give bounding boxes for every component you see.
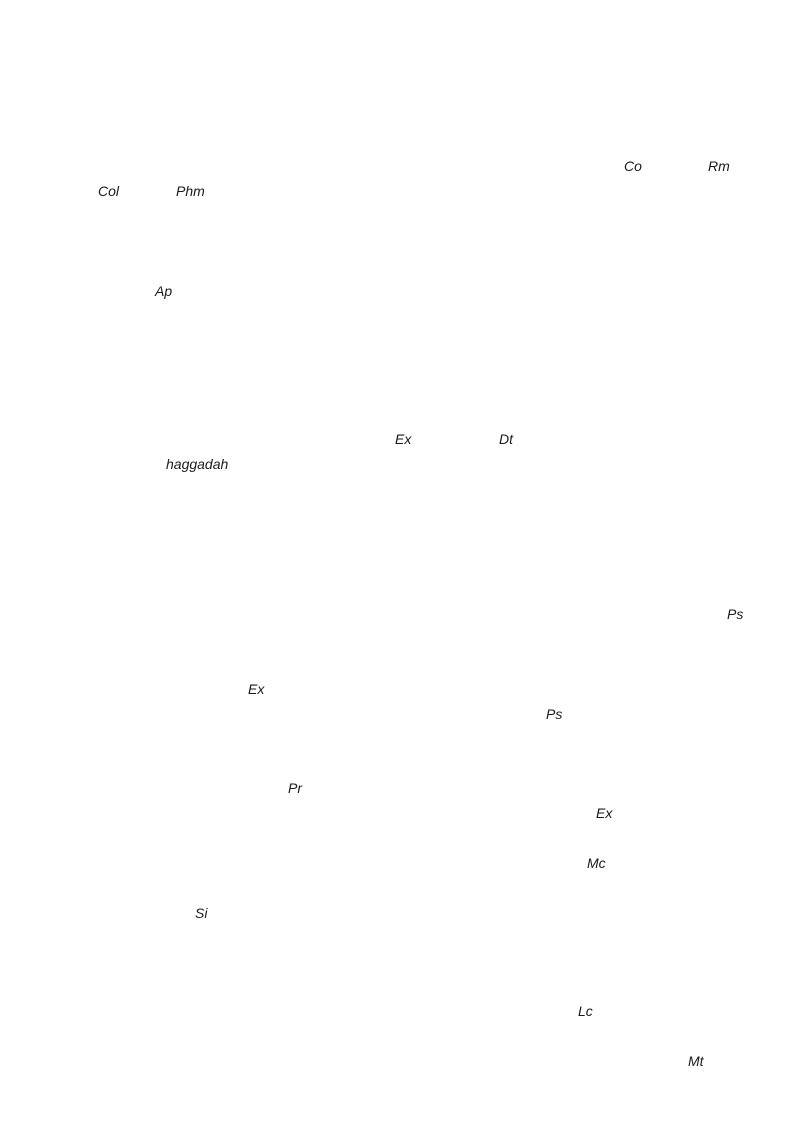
abbreviation-mc: Mc bbox=[587, 855, 606, 871]
abbreviation-ex: Ex bbox=[596, 805, 613, 821]
abbreviation-pr: Pr bbox=[288, 780, 302, 796]
abbreviation-ps: Ps bbox=[546, 706, 563, 722]
abbreviation-si: Si bbox=[195, 905, 208, 921]
abbreviation-lc: Lc bbox=[578, 1003, 593, 1019]
abbreviation-ap: Ap bbox=[155, 283, 173, 299]
word-haggadah: haggadah bbox=[166, 456, 229, 472]
abbreviation-rm: Rm bbox=[708, 158, 730, 174]
abbreviation-ex: Ex bbox=[248, 681, 265, 697]
abbreviation-col: Col bbox=[98, 183, 120, 199]
abbreviation-dt: Dt bbox=[499, 431, 513, 447]
abbreviation-phm: Phm bbox=[176, 183, 205, 199]
abbreviation-co: Co bbox=[624, 158, 642, 174]
abbreviation-ps: Ps bbox=[727, 606, 744, 622]
abbreviation-ex: Ex bbox=[395, 431, 412, 447]
abbreviation-mt: Mt bbox=[688, 1053, 704, 1069]
